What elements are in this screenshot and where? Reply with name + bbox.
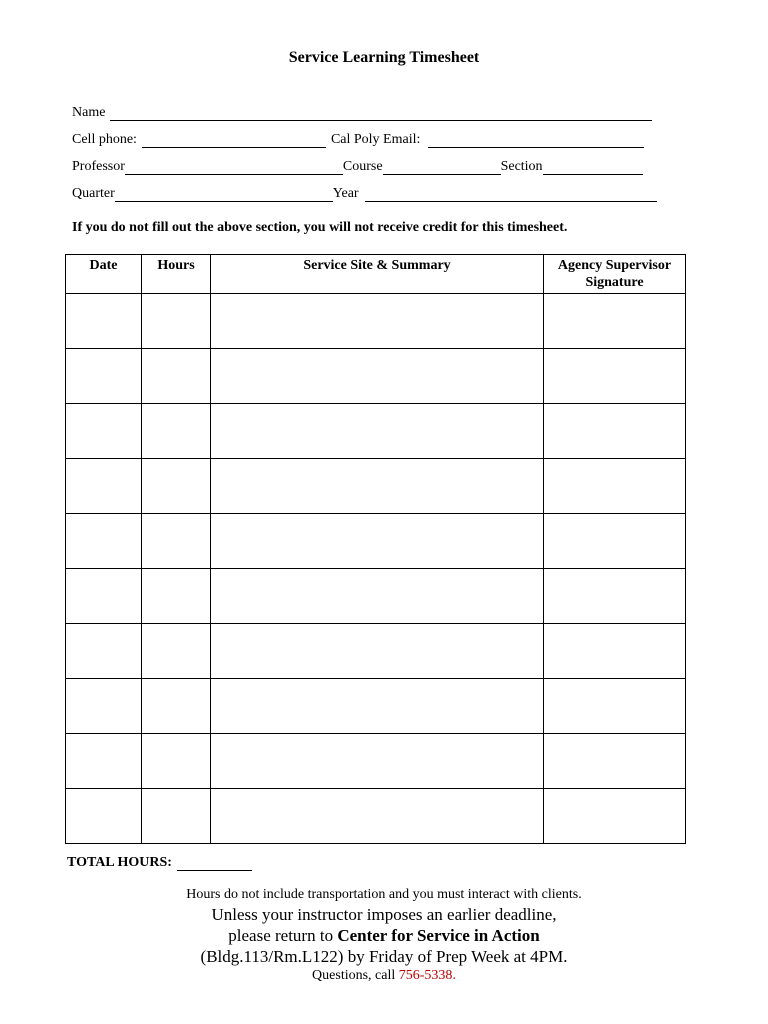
table-row	[66, 349, 686, 404]
contact-row	[72, 128, 644, 148]
table-row	[66, 294, 686, 349]
name-field[interactable]	[110, 106, 652, 121]
date-cell[interactable]	[66, 514, 142, 569]
email-label: Cal Poly Email:	[330, 132, 421, 147]
email-field[interactable]	[428, 133, 644, 148]
hours-cell[interactable]	[142, 734, 211, 789]
questions-text: Questions, call	[312, 968, 399, 983]
total-hours-label: TOTAL HOURS:	[67, 855, 172, 870]
summary-cell[interactable]	[211, 294, 544, 349]
year-field[interactable]	[365, 187, 657, 202]
table-row	[66, 789, 686, 844]
hours-cell[interactable]	[142, 624, 211, 679]
timesheet-table	[65, 254, 686, 844]
hours-cell[interactable]	[142, 569, 211, 624]
phone-number: 756-5338	[398, 968, 453, 983]
transport-note: Hours do not include transportation and you must interact with clients.	[186, 887, 582, 902]
year-label: Year	[332, 186, 359, 201]
professor-label: Professor	[72, 159, 125, 174]
summary-cell[interactable]	[211, 349, 544, 404]
hours-cell[interactable]	[142, 349, 211, 404]
summary-cell[interactable]	[211, 569, 544, 624]
center-name: Center for Service in Action	[337, 926, 540, 945]
table-row	[66, 459, 686, 514]
date-cell[interactable]	[66, 404, 142, 459]
cell-phone-field[interactable]	[142, 133, 326, 148]
table-row	[66, 569, 686, 624]
table-row	[66, 404, 686, 459]
table-row	[66, 624, 686, 679]
name-row	[72, 101, 652, 121]
date-cell[interactable]	[66, 789, 142, 844]
date-cell[interactable]	[66, 349, 142, 404]
total-hours-field[interactable]	[177, 856, 252, 871]
hours-cell[interactable]	[142, 514, 211, 569]
page-title: Service Learning Timesheet	[288, 49, 480, 66]
signature-cell[interactable]	[544, 459, 686, 514]
hours-cell[interactable]	[142, 789, 211, 844]
hours-cell[interactable]	[142, 459, 211, 514]
date-cell[interactable]	[66, 569, 142, 624]
summary-cell[interactable]	[211, 404, 544, 459]
signature-cell[interactable]	[544, 624, 686, 679]
column-header-hours: Hours	[142, 255, 211, 294]
section-field[interactable]	[543, 160, 643, 175]
return-to-text: please return to	[228, 926, 338, 945]
questions-period: .	[452, 968, 456, 983]
date-cell[interactable]	[66, 734, 142, 789]
table-header-row	[66, 255, 686, 294]
date-cell[interactable]	[66, 624, 142, 679]
deadline-line2	[0, 926, 768, 946]
signature-cell[interactable]	[544, 294, 686, 349]
signature-cell[interactable]	[544, 734, 686, 789]
course-row	[72, 155, 643, 175]
course-label: Course	[342, 159, 383, 174]
summary-cell[interactable]	[211, 789, 544, 844]
course-field[interactable]	[383, 160, 501, 175]
deadline-line3: (Bldg.113/Rm.L122) by Friday of Prep Week at 4PM.	[200, 947, 568, 966]
table-row	[66, 734, 686, 789]
hours-cell[interactable]	[142, 679, 211, 734]
total-hours-row	[67, 855, 252, 871]
summary-cell[interactable]	[211, 624, 544, 679]
term-row	[72, 182, 657, 202]
signature-cell[interactable]	[544, 404, 686, 459]
hours-cell[interactable]	[142, 294, 211, 349]
signature-header-line2: Signature	[585, 275, 644, 290]
questions-line	[0, 968, 768, 984]
table-row	[66, 679, 686, 734]
signature-cell[interactable]	[544, 789, 686, 844]
quarter-field[interactable]	[115, 187, 333, 202]
credit-warning: If you do not fill out the above section, you will not receive credit for this timesheet.	[72, 220, 568, 235]
signature-cell[interactable]	[544, 569, 686, 624]
summary-cell[interactable]	[211, 734, 544, 789]
professor-field[interactable]	[125, 160, 343, 175]
column-header-summary: Service Site & Summary	[211, 255, 544, 294]
summary-cell[interactable]	[211, 514, 544, 569]
summary-cell[interactable]	[211, 679, 544, 734]
deadline-line1: Unless your instructor imposes an earlier deadline,	[211, 905, 557, 924]
signature-header-line1: Agency Supervisor	[557, 258, 672, 273]
date-cell[interactable]	[66, 679, 142, 734]
name-label: Name	[72, 105, 106, 120]
signature-cell[interactable]	[544, 349, 686, 404]
date-cell[interactable]	[66, 459, 142, 514]
table-row	[66, 514, 686, 569]
quarter-label: Quarter	[72, 186, 115, 201]
column-header-signature	[544, 255, 686, 294]
summary-cell[interactable]	[211, 459, 544, 514]
date-cell[interactable]	[66, 294, 142, 349]
hours-cell[interactable]	[142, 404, 211, 459]
section-label: Section	[500, 159, 543, 174]
signature-cell[interactable]	[544, 679, 686, 734]
cell-phone-label: Cell phone:	[72, 132, 137, 147]
column-header-date: Date	[66, 255, 142, 294]
signature-cell[interactable]	[544, 514, 686, 569]
